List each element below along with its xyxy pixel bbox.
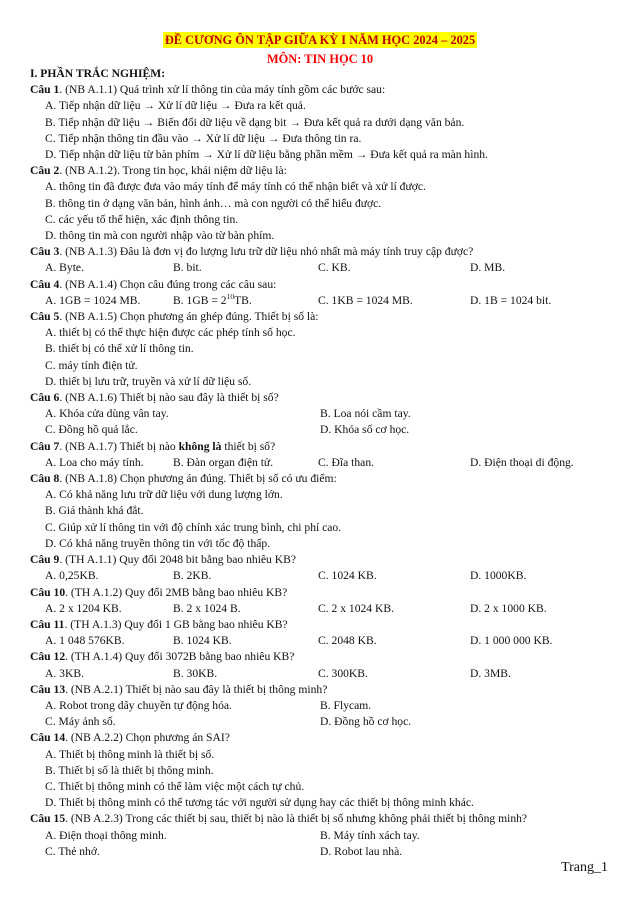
option-b: B. 30KB. <box>173 666 218 680</box>
option-b: B. Thiết bị số là thiết bị thông minh. <box>45 763 214 777</box>
question-number: Câu 12 <box>30 650 66 664</box>
option-b: B. Loa nói cầm tay. <box>320 407 411 421</box>
question-text: . (NB A.2.1) Thiết bị nào sau đây là thiết bị thông minh? <box>65 682 328 696</box>
option-b: B. 1024 KB. <box>173 634 232 648</box>
question-text: . (NB A.1.2). Trong tin học, khái niệm dữ liệu là: <box>59 164 287 178</box>
question-text: . (NB A.1.8) Chọn phương án đúng. Thiết bị số có ưu điểm: <box>59 472 337 486</box>
page-subtitle: MÔN: TIN HỌC 10 <box>266 52 374 67</box>
options-row <box>30 260 620 276</box>
question-text: . (TH A.1.4) Quy đổi 3072B bằng bao nhiêu KB? <box>65 650 295 664</box>
option-b: B. 2 x 1024 B. <box>173 601 241 615</box>
option-a: A. Robot trong dây chuyền tự động hóa. <box>45 698 232 712</box>
question-text: . (TH A.1.2) Quy đổi 2MB bằng bao nhiêu KB? <box>65 585 288 599</box>
question-4 <box>30 277 620 293</box>
question-15 <box>30 811 620 827</box>
option-d: D. MB. <box>470 261 506 275</box>
question-11 <box>30 617 620 633</box>
option-b: B. 2KB. <box>173 569 212 583</box>
question-13 <box>30 682 620 698</box>
option-d: D. Robot lau nhà. <box>320 844 403 858</box>
question-8 <box>30 471 620 487</box>
options-row <box>30 828 620 844</box>
option-a: A. Khóa cửa dùng vân tay. <box>45 407 169 421</box>
options-row <box>30 714 620 730</box>
option-b <box>173 293 318 309</box>
option-c: C. 1024 KB. <box>318 569 377 583</box>
option-c: C. 2 x 1024 KB. <box>318 601 395 615</box>
option-a: A. Loa cho máy tính. <box>45 455 144 469</box>
options-row <box>30 293 620 309</box>
option-a: A. 1 048 576KB. <box>45 634 125 648</box>
option-d: D. Thiết bị thông minh có thể tương tác với người sử dụng hay các thiết bị thông minh khác. <box>45 796 474 810</box>
question-number: Câu 13 <box>30 682 66 696</box>
option-a: A. 1GB = 1024 MB. <box>45 293 141 307</box>
option-c: C. Tiếp nhận thông tin đầu vào → Xử lí dữ liệu → Đưa thông tin ra. <box>45 131 362 145</box>
question-text: . (NB A.1.7) Thiết bị nào <box>59 439 179 453</box>
question-14 <box>30 730 620 746</box>
options-row <box>30 601 620 617</box>
option-b: B. Tiếp nhận dữ liệu → Biến đổi dữ liệu về dạng bit → Đưa kết quả ra dưới dạng văn bản. <box>45 115 465 129</box>
question-text: . (TH A.1.1) Quy đổi 2048 bit bằng bao nhiêu KB? <box>59 553 297 567</box>
document-content <box>30 66 620 860</box>
option-c: C. 300KB. <box>318 666 368 680</box>
page-title: ĐỀ CƯƠNG ÔN TẬP GIỮA KỲ I NĂM HỌC 2024 – 2025 <box>164 33 476 47</box>
options-row <box>30 633 620 649</box>
option-d: D. Đồng hồ cơ học. <box>320 715 412 729</box>
option-b: B. Máy tính xách tay. <box>320 828 420 842</box>
option-d: D. Điện thoại di động. <box>470 455 574 469</box>
question-text: . (NB A.1.4) Chọn câu đúng trong các câu sau: <box>59 277 277 291</box>
option-b-unit: TB. <box>234 293 252 307</box>
options-row <box>30 844 620 860</box>
option-c: C. KB. <box>318 261 351 275</box>
option-c: C. Đồng hồ quả lắc. <box>45 423 138 437</box>
question-number: Câu 8 <box>30 472 60 486</box>
question-number: Câu 6 <box>30 391 60 405</box>
question-emphasis: không là <box>178 439 222 453</box>
option-a: A. Thiết bị thông minh là thiết bị số. <box>45 747 215 761</box>
option-d: D. thiết bị lưu trữ, truyền và xử lí dữ liệu số. <box>45 374 252 388</box>
question-2 <box>30 163 620 179</box>
options-row <box>30 666 620 682</box>
option-c: C. Thẻ nhớ. <box>45 844 100 858</box>
question-number: Câu 11 <box>30 617 65 631</box>
question-7 <box>30 439 620 455</box>
question-3 <box>30 244 620 260</box>
option-d: D. 1 000 000 KB. <box>470 634 553 648</box>
option-a: A. Tiếp nhận dữ liệu → Xử lí dữ liệu → Đưa ra kết quả. <box>45 99 306 113</box>
option-c: C. máy tính điện tử. <box>45 358 138 372</box>
question-5 <box>30 309 620 325</box>
options-row <box>30 406 620 422</box>
question-number: Câu 10 <box>30 585 66 599</box>
option-d: D. Khóa số cơ học. <box>320 423 410 437</box>
option-a: A. 3KB. <box>45 666 84 680</box>
option-a: A. Điện thoại thông minh. <box>45 828 167 842</box>
option-a: A. Có khả năng lưu trữ dữ liệu với dung lượng lớn. <box>45 488 283 502</box>
question-text: . (TH A.1.3) Quy đổi 1 GB bằng bao nhiêu KB? <box>64 617 288 631</box>
question-number: Câu 3 <box>30 245 60 259</box>
option-b: B. Đàn organ điện tử. <box>173 455 274 469</box>
option-b-base: B. 1GB = 2 <box>173 293 227 307</box>
page-number: Trang_1 <box>561 860 608 875</box>
options-row <box>30 455 620 471</box>
question-number: Câu 5 <box>30 310 60 324</box>
option-d: D. Có khả năng truyền thông tin với tốc độ thấp. <box>45 536 271 550</box>
option-d: D. 3MB. <box>470 666 511 680</box>
option-b: B. Giá thành khá đắt. <box>45 504 144 518</box>
option-b: B. Flycam. <box>320 698 372 712</box>
question-text: . (NB A.1.1) Quá trình xử lí thông tin của máy tính gồm các bước sau: <box>59 83 386 97</box>
question-text: . (NB A.2.2) Chọn phương án SAI? <box>65 731 230 745</box>
question-1 <box>30 82 620 98</box>
question-number: Câu 9 <box>30 553 60 567</box>
option-a: A. 2 x 1204 KB. <box>45 601 122 615</box>
option-b-exponent: 10 <box>226 291 235 301</box>
question-number: Câu 4 <box>30 277 60 291</box>
question-text: . (NB A.1.5) Chọn phương án ghép đúng. Thiết bị số là: <box>59 310 319 324</box>
option-c: C. 2048 KB. <box>318 634 377 648</box>
option-b: B. thiết bị có thể xử lí thông tin. <box>45 342 194 356</box>
option-a: A. 0,25KB. <box>45 569 99 583</box>
option-c: C. Thiết bị thông minh có thể làm việc một cách tự chủ. <box>45 779 305 793</box>
question-number: Câu 1 <box>30 83 60 97</box>
document-header <box>0 32 640 49</box>
option-c: C. 1KB = 1024 MB. <box>318 293 413 307</box>
option-c: C. Giúp xử lí thông tin với độ chính xác trung bình, chi phí cao. <box>45 520 342 534</box>
option-a: A. thiết bị có thể thực hiện được các phép tính số học. <box>45 326 296 340</box>
option-b: B. bit. <box>173 261 202 275</box>
option-d: D. 2 x 1000 KB. <box>470 601 547 615</box>
section-heading: I. PHẦN TRẮC NGHIỆM: <box>30 67 166 80</box>
question-number: Câu 2 <box>30 164 60 178</box>
option-d: D. Tiếp nhận dữ liệu từ bàn phím → Xử lí dữ liệu bằng phần mềm → Đưa kết quả ra màn hình. <box>45 148 488 162</box>
option-c: C. các yếu tố thể hiện, xác định thông tin. <box>45 212 239 226</box>
options-row <box>30 568 620 584</box>
question-number: Câu 7 <box>30 439 60 453</box>
question-number: Câu 14 <box>30 731 66 745</box>
question-text: . (NB A.2.3) Trong các thiết bị sau, thiết bị nào là thiết bị số nhưng không phải thiết bị thông minh? <box>65 812 528 826</box>
option-b: B. thông tin ở dạng văn bản, hình ảnh… mà con người có thể hiểu được. <box>45 196 382 210</box>
options-row <box>30 698 620 714</box>
option-c: C. Máy ảnh số. <box>45 715 116 729</box>
question-number: Câu 15 <box>30 812 66 826</box>
question-12 <box>30 649 620 665</box>
question-text: . (NB A.1.6) Thiết bị nào sau đây là thiết bị số? <box>59 391 279 405</box>
options-row <box>30 422 620 438</box>
option-c: C. Đĩa than. <box>318 455 375 469</box>
question-text-end: thiết bị số? <box>221 439 276 453</box>
question-9 <box>30 552 620 568</box>
option-d: D. thông tin mà con người nhập vào từ bàn phím. <box>45 229 275 243</box>
option-a: A. Byte. <box>45 261 84 275</box>
option-a: A. thông tin đã được đưa vào máy tính để máy tính có thể nhận biết và xử lí được. <box>45 180 426 194</box>
question-6 <box>30 390 620 406</box>
question-10 <box>30 585 620 601</box>
option-d: D. 1B = 1024 bit. <box>470 293 552 307</box>
question-text: . (NB A.1.3) Đâu là đơn vị đo lượng lưu trữ dữ liệu nhỏ nhất mà máy tính truy cập được? <box>59 245 474 259</box>
option-d: D. 1000KB. <box>470 569 527 583</box>
